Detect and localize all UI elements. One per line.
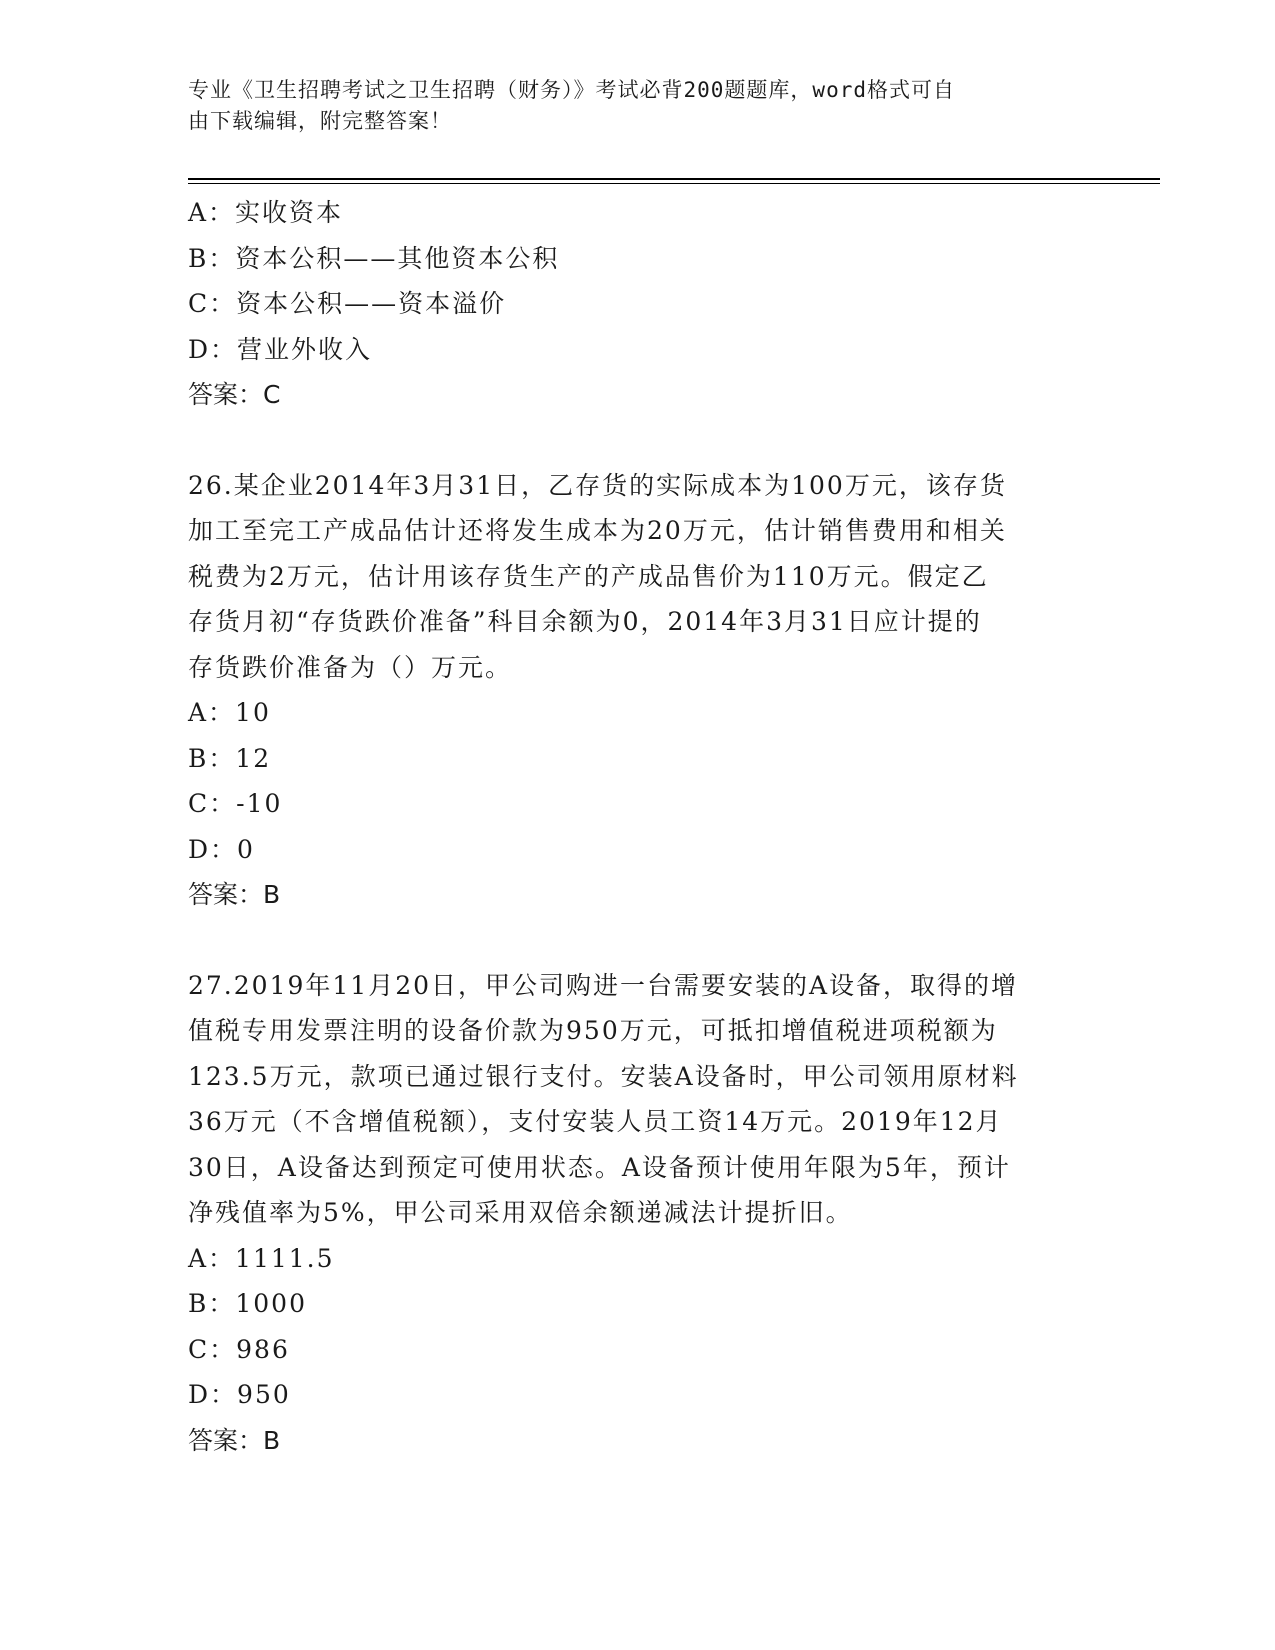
option-d: D：营业外收入: [188, 334, 373, 364]
question-text-line: 123.5万元，款项已通过银行支付。安装A设备时，甲公司领用原材料: [188, 1061, 1019, 1091]
question-26: [188, 463, 1088, 918]
question-text-line: 36万元（不含增值税额），支付安装人员工资14万元。2019年12月: [188, 1107, 1003, 1136]
document-header: [188, 75, 1068, 137]
option-b: B：1000: [188, 1289, 307, 1318]
question-text-line: 净残值率为5%，甲公司采用双倍余额递减法计提折旧。: [188, 1198, 853, 1227]
header-rule-thick: [188, 178, 1160, 180]
option-a: A：实收资本: [188, 198, 344, 227]
header-line-2: 由下载编辑，附完整答案！: [188, 109, 452, 133]
document-body: [188, 190, 1088, 1463]
header-rule-thin: [188, 183, 1160, 184]
option-d: D：950: [188, 1380, 291, 1409]
header-line-1: 专业《卫生招聘考试之卫生招聘（财务）》考试必背200题题库，word格式可自: [188, 78, 955, 102]
question-text-line: 30日，A设备达到预定可使用状态。A设备预计使用年限为5年，预计: [188, 1152, 1011, 1182]
question-text-line: 加工至完工产成品估计还将发生成本为20万元，估计销售费用和相关: [188, 516, 1007, 545]
question-text-line: 税费为2万元，估计用该存货生产的产成品售价为110万元。假定乙: [188, 561, 989, 591]
option-c: C：资本公积——资本溢价: [188, 289, 507, 318]
spacer: [188, 918, 1088, 963]
question-text-line: 存货月初“存货跌价准备”科目余额为0，2014年3月31日应计提的: [188, 607, 982, 636]
option-d: D：0: [188, 834, 255, 864]
option-a: A：10: [188, 698, 271, 727]
question-text-line: 存货跌价准备为（）万元。: [188, 652, 513, 682]
option-b: B：12: [188, 743, 272, 773]
option-a: A：1111.5: [188, 1243, 335, 1273]
answer-line: 答案：B: [188, 1425, 281, 1455]
question-text-line: 值税专用发票注明的设备价款为950万元，可抵扣增值税进项税额为: [188, 1016, 998, 1045]
option-c: C：986: [188, 1334, 290, 1364]
question-text-line: 27.2019年11月20日，甲公司购进一台需要安装的A设备，取得的增: [188, 970, 1019, 1000]
option-b: B：资本公积——其他资本公积: [188, 243, 560, 273]
answer-line: 答案：B: [188, 880, 281, 909]
option-c: C：-10: [188, 789, 283, 818]
question-27: [188, 963, 1088, 1464]
question-text-line: 26.某企业2014年3月31日，乙存货的实际成本为100万元，该存货: [188, 470, 1007, 500]
prev-question: [188, 190, 1088, 418]
answer-line: 答案：C: [188, 380, 281, 409]
spacer: [188, 418, 1088, 463]
